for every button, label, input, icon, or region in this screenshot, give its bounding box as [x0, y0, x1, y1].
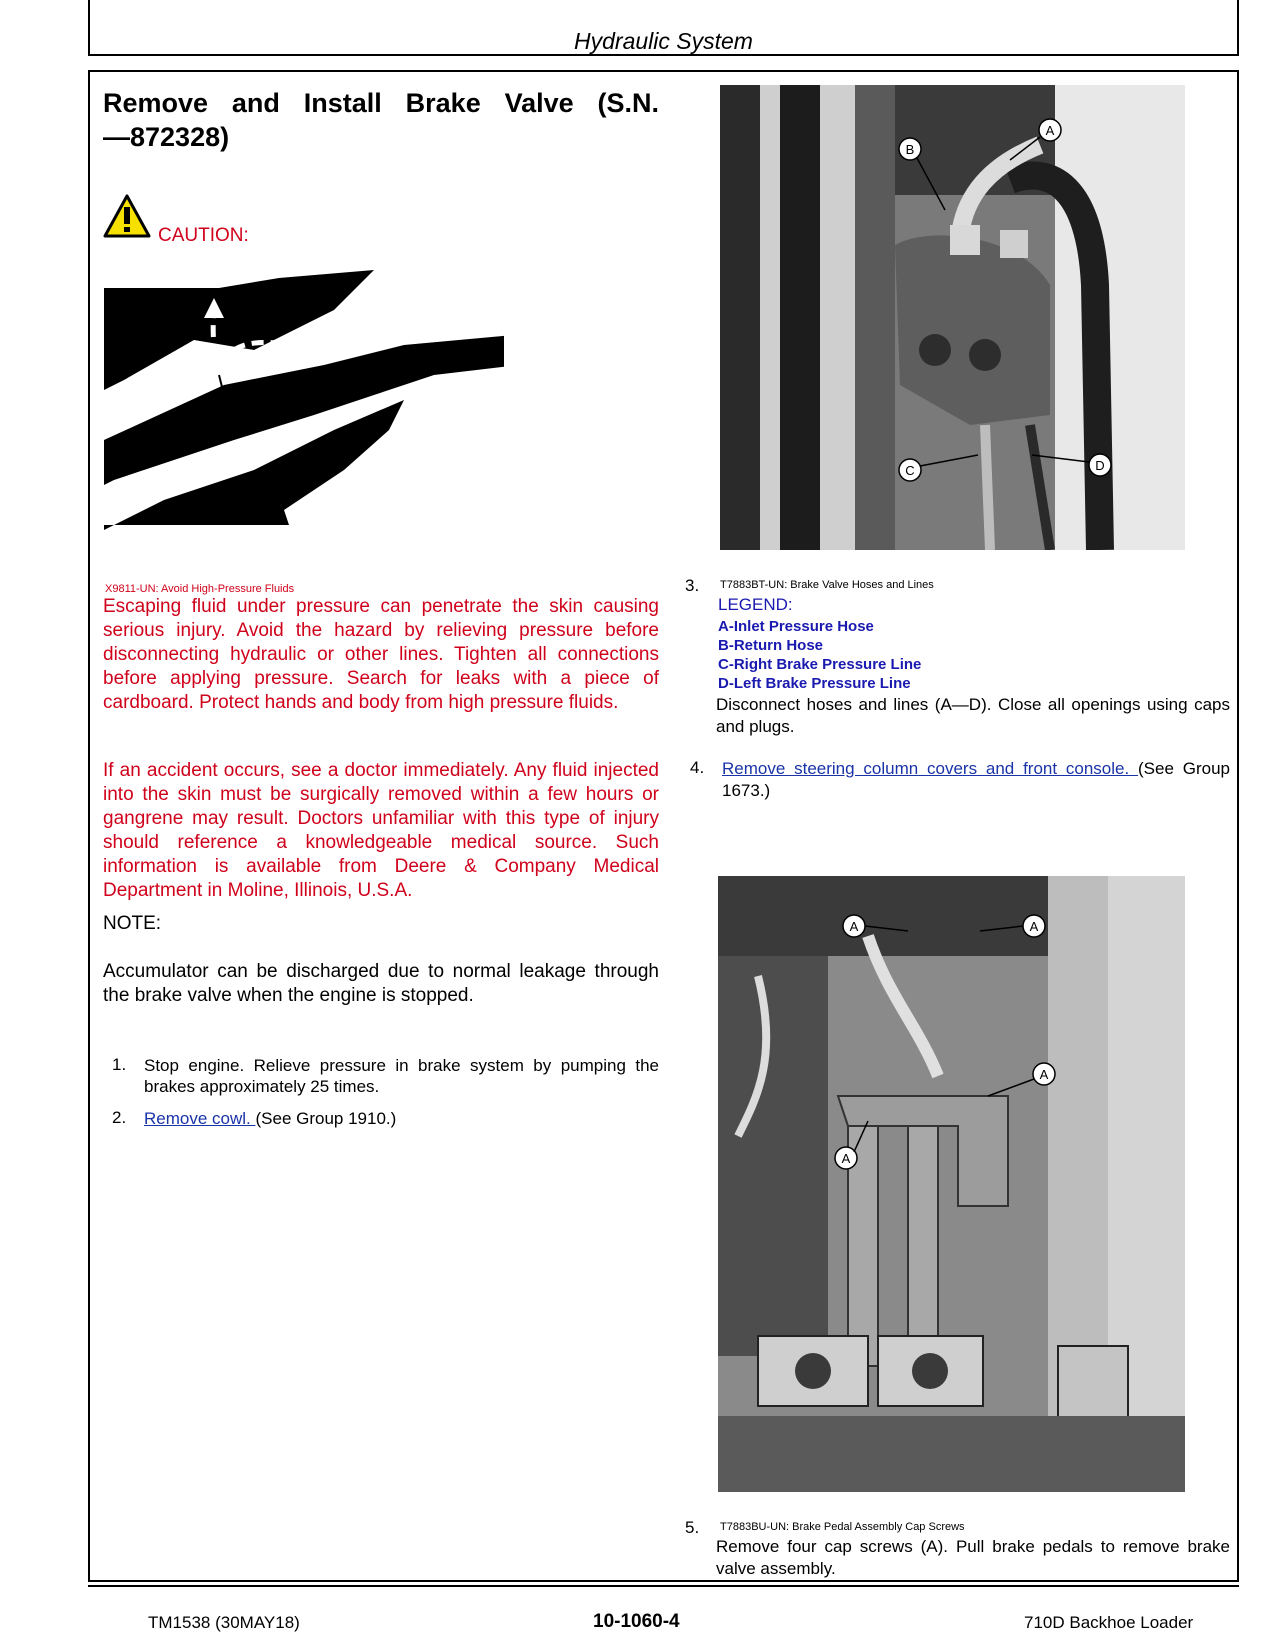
section-title — [103, 86, 659, 154]
note-text: Accumulator can be discharged due to normal leakage through the brake valve when the engine is stopped. — [103, 961, 659, 1006]
footer-product-name: 710D Backhoe Loader — [1024, 1613, 1194, 1632]
legend-item-d: D-Left Brake Pressure Line — [718, 675, 911, 692]
figure3-number: 5. — [685, 1518, 700, 1537]
figure1-caption: X9811-UN: Avoid High-Pressure Fluids — [105, 583, 295, 595]
legend-item-c: C-Right Brake Pressure Line — [718, 656, 922, 673]
step-2 — [144, 1108, 659, 1129]
figure2-number: 3. — [685, 576, 700, 595]
step-4-text: (See Group 1673.) — [722, 759, 1230, 800]
caution-label: CAUTION: — [158, 225, 249, 246]
callout-b: B — [905, 142, 915, 157]
callout-d: D — [1095, 458, 1105, 473]
legend-item-b: B-Return Hose — [718, 637, 824, 654]
legend-item-a: A-Inlet Pressure Hose — [718, 618, 874, 635]
callout-a-2: A — [1029, 919, 1039, 934]
section-title-line1: Remove and Install Brake Valve (S.N. — [103, 88, 659, 118]
legend-title: LEGEND: — [718, 595, 793, 614]
warning-paragraph-2: If an accident occurs, see a doctor immediately. Any fluid injected into the skin must be surgically removed within a few hours or gangrene may result. Doctors unfamiliar with this type of injury should reference a knowledgeable medical source. Such information is available from Deere & Company Medical Department in Moline, Illinois, U.S.A. — [103, 760, 659, 901]
callout-a-1: A — [849, 919, 859, 934]
callout-a-4: A — [841, 1151, 851, 1166]
bottom-rule — [88, 1585, 1239, 1587]
step-2-number: 2. — [112, 1108, 127, 1127]
step-1-number: 1. — [112, 1055, 127, 1074]
figure2-caption: T7883BT-UN: Brake Valve Hoses and Lines — [720, 579, 934, 591]
footer-page-number: 10-1060-4 — [593, 1611, 680, 1632]
step-2-text: (See Group 1910.) — [255, 1109, 397, 1128]
section-title-line2: —872328) — [103, 122, 230, 152]
figure2-instruction: Disconnect hoses and lines (A—D). Close all openings using caps and plugs. — [716, 695, 1230, 736]
remove-steering-column-covers-link[interactable]: Remove steering column covers and front console. — [722, 759, 1139, 778]
remove-cowl-link[interactable]: Remove cowl. — [144, 1109, 256, 1128]
callout-c: C — [905, 463, 915, 478]
high-pressure-fluid-illustration — [104, 270, 504, 555]
brake-pedal-assembly-photo — [718, 876, 1185, 1492]
warning-triangle-icon — [103, 194, 151, 238]
callout-a-3: A — [1039, 1067, 1049, 1082]
footer-manual-id: TM1538 (30MAY18) — [148, 1613, 300, 1632]
step-4 — [722, 758, 1230, 802]
figure3-caption: T7883BU-UN: Brake Pedal Assembly Cap Screws — [720, 1521, 965, 1533]
brake-valve-hoses-photo — [720, 85, 1185, 550]
step-4-number: 4. — [690, 758, 705, 777]
callout-a: A — [1045, 123, 1055, 138]
page-header-title: Hydraulic System — [574, 28, 753, 54]
figure3-instruction: Remove four cap screws (A). Pull brake pedals to remove brake valve assembly. — [716, 1537, 1230, 1578]
note-label: NOTE: — [103, 913, 162, 934]
warning-paragraph-1: Escaping fluid under pressure can penetrate the skin causing serious injury. Avoid the hazard by relieving pressure before disconnecting hydraulic or other lines. Tighten all connections before applying pressure. Search for leaks with a piece of cardboard. Protect hands and body from high pressure fluids. — [103, 596, 659, 713]
step-1-text: Stop engine. Relieve pressure in brake system by pumping the brakes approximately 25 times. — [144, 1056, 659, 1096]
